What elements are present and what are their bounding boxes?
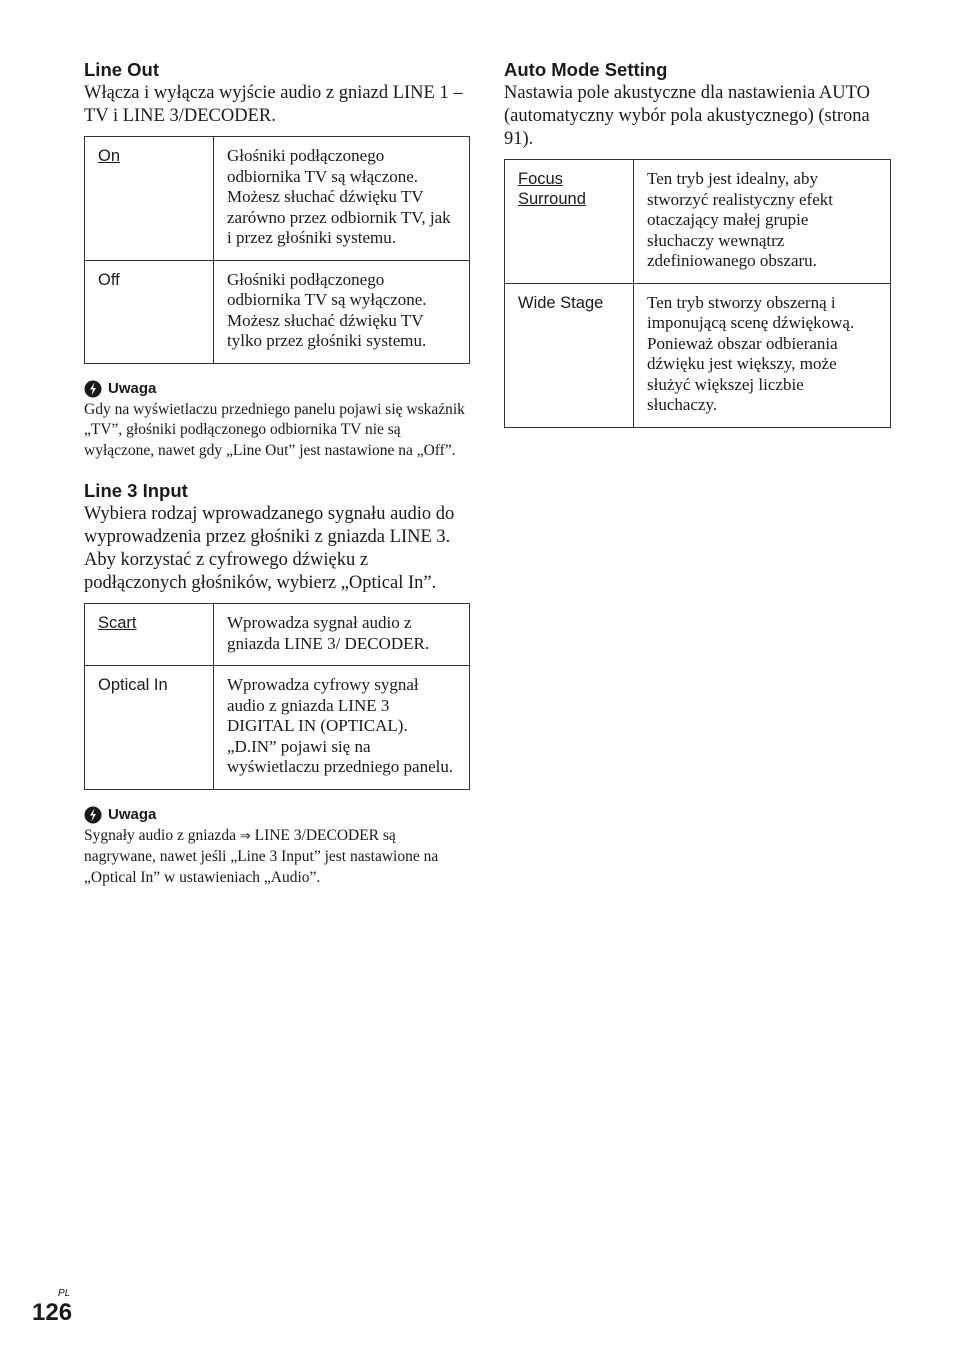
line3-input-description: Wybiera rodzaj wprowadzanego sygnału audio do wyprowadzenia przez głośniki z gniazda LINE 3. [84,504,455,547]
note-heading [84,380,470,398]
note-text: Gdy na wyświetlaczu przedniego panelu pojawi się wskaźnik „TV”, głośniki podłączonego odbiornika TV nie są wyłączone, nawet gdy „Line Out” jest nastawione na „Off”. [84,400,465,459]
option-scart: Scart [85,604,214,666]
option-description: Głośniki podłączonego odbiornika TV są wyłączone. Możesz słuchać dźwięku TV tylko przez głośniki systemu. [214,260,470,363]
auto-mode-table [504,159,891,428]
right-column [504,58,891,428]
input-jack-icon: ⇒ [239,828,251,844]
option-description: Wprowadza cyfrowy sygnał audio z gniazda LINE 3 DIGITAL IN (OPTICAL). „D.IN” pojawi się na wyświetlaczu przedniego panelu. [214,666,470,790]
note-title: Uwaga [108,805,157,823]
table-row [85,260,470,363]
auto-mode-description: Nastawia pole akustyczne dla nastawienia AUTO (automatyczny wybór pola akustycznego) (strona 91). [504,83,870,149]
page-language: PL [58,1288,71,1299]
line-out-description: Włącza i wyłącza wyjście audio z gniazd LINE 1 – TV i LINE 3/DECODER. [84,83,463,126]
option-description: Ten tryb stworzy obszerną i imponującą scenę dźwiękową. Ponieważ obszar odbierania dźwięku jest większy, może służyć większej liczbie słuchaczy. [634,283,891,427]
note-icon [84,380,102,398]
line3-input-description-2: Aby korzystać z cyfrowego dźwięku z podłączonych głośników, wybierz „Optical In”. [84,550,437,593]
table-row [85,604,470,666]
left-column [84,58,470,888]
option-focus-surround: Focus Surround [505,160,634,284]
line3-input-heading: Line 3 Input [84,480,188,501]
note-text: Sygnały audio z gniazda ⇒ LINE 3/DECODER są nagrywane, nawet jeśli „Line 3 Input” jest nastawione na „Optical In” w ustawieniach „Audio”. [84,826,439,886]
option-optical-in: Optical In [85,666,214,790]
note-title: Uwaga [108,379,157,397]
table-row [505,283,891,427]
option-description: Ten tryb jest idealny, aby stworzyć realistyczny efekt otaczający małej grupie słuchaczy wewnątrz zdefiniowanego obszaru. [634,160,891,284]
option-description: Głośniki podłączonego odbiornika TV są włączone. Możesz słuchać dźwięku TV zarówno przez odbiornik TV, jak i przez głośniki systemu. [214,137,470,261]
note-heading [84,806,470,824]
option-off: Off [85,260,214,363]
table-row [505,160,891,284]
option-on: On [85,137,214,261]
option-description: Wprowadza sygnał audio z gniazda LINE 3/ DECODER. [214,604,470,666]
line-out-heading: Line Out [84,59,160,80]
auto-mode-heading: Auto Mode Setting [504,59,668,80]
line-out-table [84,136,470,364]
option-wide-stage: Wide Stage [505,283,634,427]
table-row [85,137,470,261]
page-number-value: 126 [32,1299,73,1326]
table-row [85,666,470,790]
page-number [32,1288,72,1326]
note-icon [84,806,102,824]
line3-input-table [84,603,470,790]
